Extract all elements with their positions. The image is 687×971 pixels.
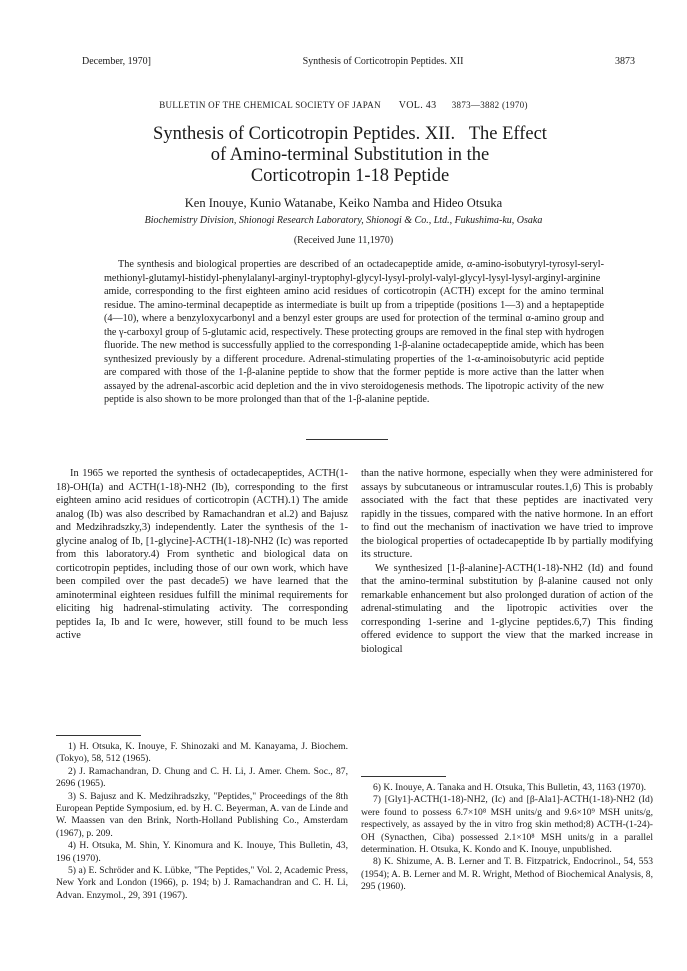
authors: Ken Inouye, Kunio Watanabe, Keiko Namba and Hideo Otsuka bbox=[184, 196, 503, 210]
footnote: 8) K. Shizume, A. B. Lerner and T. B. Fitzpatrick, Endocrinol., 54, 553 (1954); A. B. Lerner and M. R. Wright, Method of Biochemical Analysis, 8, 295 (1960). bbox=[361, 856, 653, 893]
section-divider bbox=[306, 439, 388, 440]
footnote: 7) [Gly1]-ACTH(1-18)-NH2, (Ic) and [β-Ala1]-ACTH(1-18)-NH2 (Id) were found to possess 6.7×10⁸ MSH units/g and 9.6×10⁹ MSH units/g, respectively, as assayed by the in vitro frog skin method;8) ACTH-(1-24)-OH (Synacthen, Ciba) possessed 2.1×10⁸ MSH units/g in a parallel determination. H. Otsuka, K. Kondo and K. Inouye, unpublished. bbox=[361, 794, 653, 856]
journal-line bbox=[0, 100, 687, 111]
journal-pages: 3873—3882 (1970) bbox=[451, 100, 528, 110]
received-date: (Received June 11,1970) bbox=[293, 235, 394, 246]
footnote: 1) H. Otsuka, K. Inouye, F. Shinozaki and M. Kanayama, J. Biochem. (Tokyo), 58, 512 (1965). bbox=[56, 741, 348, 765]
title-line-3: Corticotropin 1-18 Peptide bbox=[250, 166, 450, 186]
running-head-title: Synthesis of Corticotropin Peptides. XII bbox=[302, 56, 464, 67]
article-title bbox=[60, 124, 640, 187]
body-paragraph: We synthesized [1-β-alanine]-ACTH(1-18)-NH2 (Id) and found that the amino-terminal substitution by β-alanine caused not only remarkable enhancement but also prolonged duration of action of the adrenal-stimulating and the lipotropic activities over the corresponding 1-serine and 1-glycine peptides.6,7) This finding offered evidence to support the view that the marked increase in biological bbox=[361, 562, 653, 655]
running-head bbox=[82, 56, 635, 70]
body-paragraph: In 1965 we reported the synthesis of octadecapeptides, ACTH(1-18)-OH(Ia) and ACTH(1-18)-NH2 (Ib), corresponding to the first eighteen amino acid residues of corticotropin (ACTH).1) The amide analog (Ib) was also described by Ramachandran et al.2) and Bajusz and Medzihradszky,3) independently. Later the synthesis of the 1-glycine analog of Ib, [1-glycine]-ACTH(1-18)-NH2 (Ic) was reported from this laboratory.4) From synthetic and biological data on corticotropin peptides, including those of our own work, which have been compiled over the past decade5) we have learned that the aminoterminal eighteen residues fulfill the minimal requirements for eliciting hig hadrenal-stimulating activity. The corresponding peptides Ia, Ib and Ic were, however, still found to be much less active bbox=[56, 468, 348, 641]
journal-volume: VOL. 43 bbox=[398, 100, 437, 111]
running-head-date: December, 1970] bbox=[82, 56, 152, 67]
footnote: 3) S. Bajusz and K. Medzihradszky, "Peptides," Proceedings of the 8th European Peptide Symposium, ed. by H. C. Beyerman, A. van de Linde and W. Maassen van den Brink, North-Holland Publishing Co., Amsterdam (1967), p. 209. bbox=[56, 790, 348, 839]
page-number: 3873 bbox=[615, 56, 635, 67]
footnote: 4) H. Otsuka, M. Shin, Y. Kinomura and K. Inouye, This Bulletin, 43, 196 (1970). bbox=[56, 840, 348, 864]
footnotes-left bbox=[56, 741, 348, 902]
body-column-right bbox=[361, 467, 653, 656]
title-line-1: Synthesis of Corticotropin Peptides. XII. The Effect bbox=[153, 124, 547, 144]
body-column-left bbox=[56, 467, 348, 643]
footnote-rule-right bbox=[361, 776, 446, 777]
body-paragraph: than the native hormone, especially when they were administered for assays by subcutaneous or intramuscular routes.1,6) This is probably associated with the fact that these peptides are inactivated very rapidly in the tissues, compared with the native hormone. In an effort to find out the mechanism of inactivation we have tried to improve the biological properties of octadecapeptide Ib by partially modifying its structure. bbox=[361, 468, 653, 560]
footnote: 2) J. Ramachandran, D. Chung and C. H. Li, J. Amer. Chem. Soc., 87, 2696 (1965). bbox=[56, 765, 348, 790]
footnote: 5) a) E. Schröder and K. Lübke, "The Peptides," Vol. 2, Academic Press, New York and London (1966), p. 194; b) J. Ramachandran and C. H. Li, Advan. Enzymol., 29, 391 (1967). bbox=[56, 865, 348, 901]
journal-name: BULLETIN OF THE CHEMICAL SOCIETY OF JAPAN bbox=[159, 100, 381, 110]
title-line-2: of Amino-terminal Substitution in the bbox=[210, 145, 490, 165]
footnote: 6) K. Inouye, A. Tanaka and H. Otsuka, This Bulletin, 43, 1163 (1970). bbox=[373, 782, 647, 793]
abstract: The synthesis and biological properties are described of an octadecapeptide amide, α-amino-isobutyryl-tyrosyl-seryl-methionyl-glutamyl-histidyl-phenylalanyl-arginyl-tryptophyl-glycyl-lysyl-prolyl-valyl-glycyl-lysyl-lysyl-arginyl-arginine amide, corresponding to the first eighteen amino acid residues of corticotropin (ACTH) except for the amino terminal residue. The amino-terminal decapeptide as intermediate is built up from a tripeptide (positions 1—3) and a heptapeptide (4—10), where a benzyloxycarbonyl and a benzyl ester groups are used for protection of the terminal α-amino group and the γ-carboxyl group of 5-glutamic acid, respectively. These protecting groups are removed in the final step with hydrogen fluoride. The new method is successfully applied to the corresponding 1-β-alanine octadecapeptide amide, which has been synthesized previously by a different procedure. Adrenal-stimulating properties of the 1-α-aminoisobutyric acid peptide are compared with those of the 1-β-alanine peptide to show that the former peptide is more active than the latter when assayed by the adrenal-ascorbic acid depletion and the in vivo steroidogenesis methods. The lipotropic activity of the new peptide is also shown to be more prolonged than that of the 1-β-alanine peptide. bbox=[104, 259, 604, 405]
affiliation: Biochemistry Division, Shionogi Research Laboratory, Shionogi & Co., Ltd., Fukushima-ku, Osaka bbox=[144, 215, 543, 226]
footnotes-right bbox=[361, 782, 653, 894]
footnote-rule-left bbox=[56, 735, 141, 736]
